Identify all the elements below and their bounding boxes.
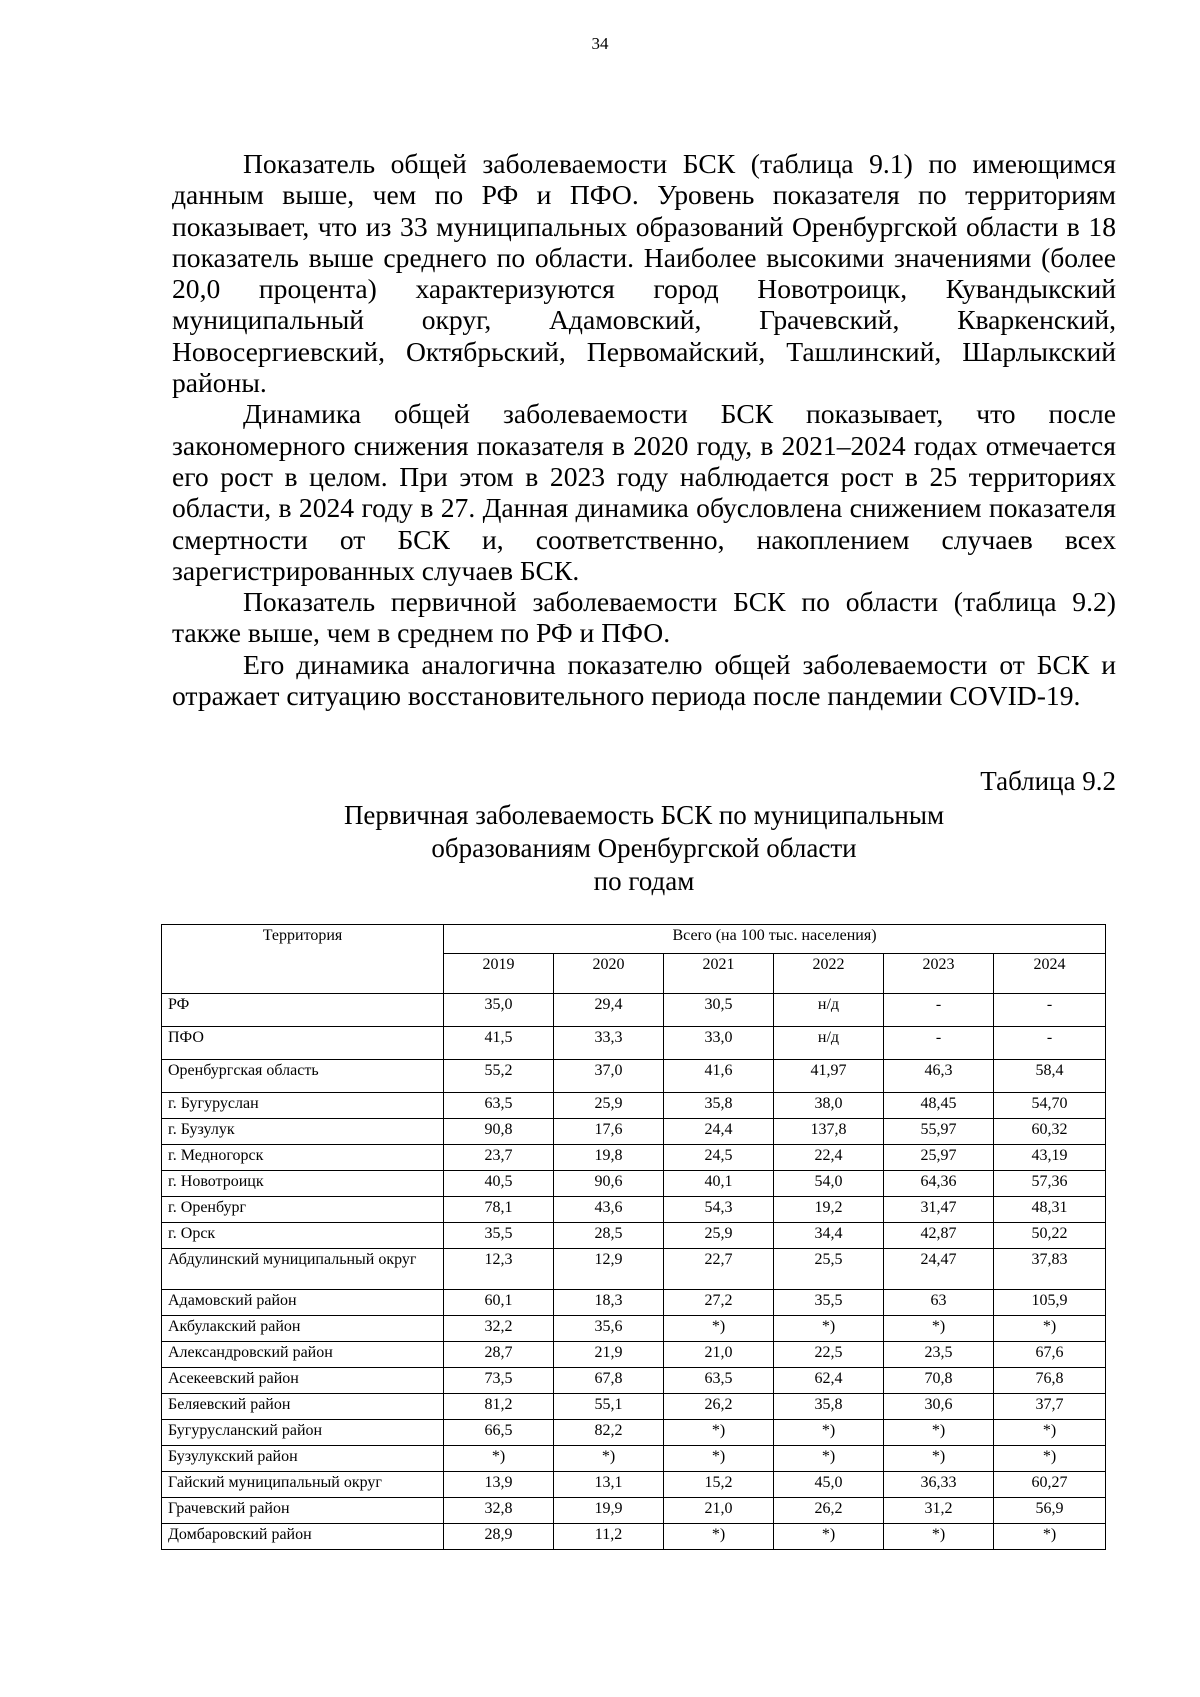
header-territory: Территория: [162, 925, 444, 994]
value-cell: 32,2: [444, 1316, 554, 1342]
value-cell: 55,97: [884, 1119, 994, 1145]
value-cell: 30,6: [884, 1394, 994, 1420]
value-cell: -: [884, 1027, 994, 1060]
territory-cell: РФ: [162, 994, 444, 1027]
value-cell: 27,2: [664, 1290, 774, 1316]
value-cell: 63,5: [664, 1368, 774, 1394]
value-cell: 28,7: [444, 1342, 554, 1368]
table-row: [162, 1145, 1106, 1171]
value-cell: 42,87: [884, 1223, 994, 1249]
value-cell: -: [884, 994, 994, 1027]
value-cell: 18,3: [554, 1290, 664, 1316]
value-cell: 21,0: [664, 1342, 774, 1368]
table-label: Таблица 9.2: [980, 766, 1116, 796]
value-cell: 35,0: [444, 994, 554, 1027]
value-cell: 54,70: [994, 1093, 1106, 1119]
value-cell: *): [444, 1446, 554, 1472]
value-cell: 21,0: [664, 1498, 774, 1524]
value-cell: 90,6: [554, 1171, 664, 1197]
value-cell: 57,36: [994, 1171, 1106, 1197]
territory-cell: г. Медногорск: [162, 1145, 444, 1171]
value-cell: 25,97: [884, 1145, 994, 1171]
value-cell: 22,4: [774, 1145, 884, 1171]
paragraph: Показатель первичной заболеваемости БСК по области (таблица 9.2) также выше, чем в среднем по РФ и ПФО.: [172, 586, 1116, 649]
value-cell: 45,0: [774, 1472, 884, 1498]
value-cell: 38,0: [774, 1093, 884, 1119]
value-cell: 12,3: [444, 1249, 554, 1290]
table-title: [172, 799, 1116, 898]
value-cell: 35,5: [444, 1223, 554, 1249]
value-cell: 37,7: [994, 1394, 1106, 1420]
value-cell: *): [774, 1420, 884, 1446]
value-cell: 54,3: [664, 1197, 774, 1223]
value-cell: 13,1: [554, 1472, 664, 1498]
value-cell: *): [774, 1316, 884, 1342]
incidence-table: [161, 924, 1106, 1550]
territory-cell: г. Новотроицк: [162, 1171, 444, 1197]
territory-cell: г. Орск: [162, 1223, 444, 1249]
table-row: [162, 1394, 1106, 1420]
value-cell: 28,9: [444, 1524, 554, 1550]
territory-cell: Гайский муниципальный округ: [162, 1472, 444, 1498]
table-row: [162, 1342, 1106, 1368]
value-cell: *): [664, 1524, 774, 1550]
value-cell: 15,2: [664, 1472, 774, 1498]
header-year: 2023: [884, 954, 994, 994]
value-cell: 105,9: [994, 1290, 1106, 1316]
header-year: 2020: [554, 954, 664, 994]
value-cell: 55,2: [444, 1060, 554, 1093]
territory-cell: Акбулакский район: [162, 1316, 444, 1342]
territory-cell: г. Бузулук: [162, 1119, 444, 1145]
value-cell: 34,4: [774, 1223, 884, 1249]
value-cell: 28,5: [554, 1223, 664, 1249]
territory-cell: Бузулукский район: [162, 1446, 444, 1472]
table-row: [162, 1119, 1106, 1145]
table-row: [162, 1197, 1106, 1223]
value-cell: 43,6: [554, 1197, 664, 1223]
value-cell: -: [994, 994, 1106, 1027]
value-cell: 78,1: [444, 1197, 554, 1223]
paragraph: Динамика общей заболеваемости БСК показывает, что после закономерного снижения показателя в 2020 году, в 2021–2024 годах отмечается его рост в целом. При этом в 2023 году наблюдается рост в 25 территориях области, в 2024 году в 27. Данная динамика обусловлена снижением показателя смертности от БСК и, соответственно, накоплением случаев всех зарегистрированных случаев БСК.: [172, 398, 1116, 586]
value-cell: 24,5: [664, 1145, 774, 1171]
territory-cell: Абдулинский муниципальный округ: [162, 1249, 444, 1290]
body-text: [172, 148, 1116, 711]
value-cell: 33,3: [554, 1027, 664, 1060]
value-cell: 41,5: [444, 1027, 554, 1060]
value-cell: 19,2: [774, 1197, 884, 1223]
value-cell: 26,2: [774, 1498, 884, 1524]
value-cell: н/д: [774, 994, 884, 1027]
header-year: 2022: [774, 954, 884, 994]
value-cell: *): [774, 1446, 884, 1472]
table-row: [162, 1524, 1106, 1550]
value-cell: 70,8: [884, 1368, 994, 1394]
value-cell: 90,8: [444, 1119, 554, 1145]
value-cell: 63: [884, 1290, 994, 1316]
value-cell: 36,33: [884, 1472, 994, 1498]
header-year: 2021: [664, 954, 774, 994]
value-cell: 25,9: [554, 1093, 664, 1119]
page-number: 34: [591, 34, 609, 53]
value-cell: 60,1: [444, 1290, 554, 1316]
value-cell: 13,9: [444, 1472, 554, 1498]
value-cell: *): [664, 1316, 774, 1342]
table-row: [162, 1420, 1106, 1446]
value-cell: 29,4: [554, 994, 664, 1027]
value-cell: 58,4: [994, 1060, 1106, 1093]
table-title-line: образованиям Оренбургской области: [431, 833, 857, 863]
value-cell: 35,5: [774, 1290, 884, 1316]
value-cell: 19,9: [554, 1498, 664, 1524]
table-row: [162, 1498, 1106, 1524]
territory-cell: Александровский район: [162, 1342, 444, 1368]
territory-cell: Беляевский район: [162, 1394, 444, 1420]
value-cell: 30,5: [664, 994, 774, 1027]
value-cell: 55,1: [554, 1394, 664, 1420]
table-row: [162, 1223, 1106, 1249]
territory-cell: Домбаровский район: [162, 1524, 444, 1550]
value-cell: 17,6: [554, 1119, 664, 1145]
value-cell: 66,5: [444, 1420, 554, 1446]
table-row: [162, 1368, 1106, 1394]
value-cell: -: [994, 1027, 1106, 1060]
value-cell: *): [884, 1524, 994, 1550]
table-row: [162, 1027, 1106, 1060]
value-cell: 40,5: [444, 1171, 554, 1197]
value-cell: 41,97: [774, 1060, 884, 1093]
value-cell: *): [994, 1446, 1106, 1472]
value-cell: 22,7: [664, 1249, 774, 1290]
table-row: [162, 994, 1106, 1027]
table-row: [162, 1093, 1106, 1119]
value-cell: 12,9: [554, 1249, 664, 1290]
header-year: 2024: [994, 954, 1106, 994]
value-cell: 40,1: [664, 1171, 774, 1197]
table-row: [162, 1060, 1106, 1093]
value-cell: 24,4: [664, 1119, 774, 1145]
value-cell: 24,47: [884, 1249, 994, 1290]
value-cell: *): [664, 1420, 774, 1446]
value-cell: 26,2: [664, 1394, 774, 1420]
value-cell: 11,2: [554, 1524, 664, 1550]
table-row: [162, 1316, 1106, 1342]
table-body: [162, 994, 1106, 1550]
value-cell: 48,31: [994, 1197, 1106, 1223]
header-group: Всего (на 100 тыс. населения): [444, 925, 1106, 954]
value-cell: 35,6: [554, 1316, 664, 1342]
value-cell: 22,5: [774, 1342, 884, 1368]
value-cell: *): [774, 1524, 884, 1550]
value-cell: *): [994, 1524, 1106, 1550]
value-cell: 33,0: [664, 1027, 774, 1060]
paragraph: Показатель общей заболеваемости БСК (таблица 9.1) по имеющимся данным выше, чем по РФ и ПФО. Уровень показателя по территориям показывает, что из 33 муниципальных образований Оренбургской области в 18 показатель выше среднего по области. Наиболее высокими значениями (более 20,0 процента) характеризуются город Новотроицк, Кувандыкский муниципальный округ, Адамовский, Грачевский, Кваркенский, Новосергиевский, Октябрьский, Первомайский, Ташлинский, Шарлыкский районы.: [172, 148, 1116, 399]
value-cell: 25,9: [664, 1223, 774, 1249]
value-cell: 46,3: [884, 1060, 994, 1093]
value-cell: 32,8: [444, 1498, 554, 1524]
value-cell: 54,0: [774, 1171, 884, 1197]
value-cell: 60,32: [994, 1119, 1106, 1145]
value-cell: *): [884, 1446, 994, 1472]
territory-cell: Адамовский район: [162, 1290, 444, 1316]
value-cell: 31,2: [884, 1498, 994, 1524]
territory-cell: ПФО: [162, 1027, 444, 1060]
territory-cell: Оренбургская область: [162, 1060, 444, 1093]
value-cell: 50,22: [994, 1223, 1106, 1249]
value-cell: 67,6: [994, 1342, 1106, 1368]
territory-cell: Асекеевский район: [162, 1368, 444, 1394]
value-cell: 35,8: [774, 1394, 884, 1420]
territory-cell: Грачевский район: [162, 1498, 444, 1524]
value-cell: 41,6: [664, 1060, 774, 1093]
value-cell: 63,5: [444, 1093, 554, 1119]
territory-cell: г. Оренбург: [162, 1197, 444, 1223]
territory-cell: Бугурусланский район: [162, 1420, 444, 1446]
value-cell: 137,8: [774, 1119, 884, 1145]
value-cell: 25,5: [774, 1249, 884, 1290]
value-cell: 23,5: [884, 1342, 994, 1368]
table-title-line: Первичная заболеваемость БСК по муниципальным: [343, 800, 945, 830]
value-cell: *): [994, 1420, 1106, 1446]
paragraph: Его динамика аналогична показателю общей заболеваемости от БСК и отражает ситуацию восстановительного периода после пандемии COVID-19.: [172, 648, 1116, 712]
value-cell: 35,8: [664, 1093, 774, 1119]
value-cell: 81,2: [444, 1394, 554, 1420]
value-cell: 19,8: [554, 1145, 664, 1171]
value-cell: *): [664, 1446, 774, 1472]
value-cell: 23,7: [444, 1145, 554, 1171]
value-cell: *): [884, 1316, 994, 1342]
table-title-line: по годам: [593, 866, 695, 896]
value-cell: 60,27: [994, 1472, 1106, 1498]
header-year: 2019: [444, 954, 554, 994]
value-cell: 67,8: [554, 1368, 664, 1394]
table-row: [162, 1290, 1106, 1316]
value-cell: 48,45: [884, 1093, 994, 1119]
value-cell: *): [994, 1316, 1106, 1342]
value-cell: 37,83: [994, 1249, 1106, 1290]
value-cell: 43,19: [994, 1145, 1106, 1171]
territory-cell: г. Бугуруслан: [162, 1093, 444, 1119]
table-row: [162, 1446, 1106, 1472]
value-cell: н/д: [774, 1027, 884, 1060]
value-cell: 21,9: [554, 1342, 664, 1368]
value-cell: 31,47: [884, 1197, 994, 1223]
value-cell: 76,8: [994, 1368, 1106, 1394]
value-cell: 73,5: [444, 1368, 554, 1394]
table-row: [162, 1249, 1106, 1290]
value-cell: 37,0: [554, 1060, 664, 1093]
value-cell: 62,4: [774, 1368, 884, 1394]
table-row: [162, 1171, 1106, 1197]
table-row: [162, 1472, 1106, 1498]
value-cell: *): [554, 1446, 664, 1472]
value-cell: 82,2: [554, 1420, 664, 1446]
value-cell: 56,9: [994, 1498, 1106, 1524]
value-cell: *): [884, 1420, 994, 1446]
value-cell: 64,36: [884, 1171, 994, 1197]
